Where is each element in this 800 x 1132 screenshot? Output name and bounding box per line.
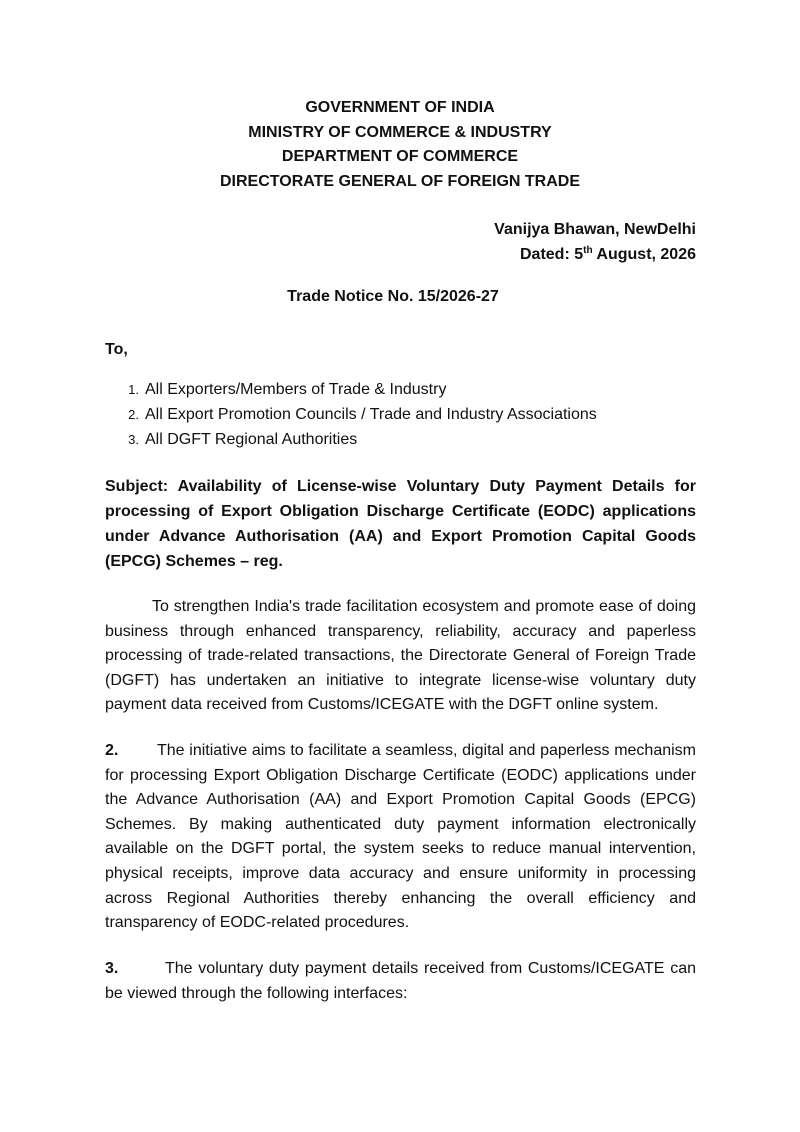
list-item-number: 3. (128, 432, 139, 447)
list-item-number: 1. (128, 382, 139, 397)
paragraph-number: 2. (105, 742, 119, 759)
paragraph-text: The voluntary duty payment details received from Customs/ICEGATE can be viewed through the following interfaces: (105, 960, 696, 1002)
list-item-text: All Exporters/Members of Trade & Industry (145, 381, 447, 398)
list-item-text: All Export Promotion Councils / Trade and Industry Associations (145, 406, 597, 423)
notice-number: Trade Notice No. 15/2026-27 (287, 288, 499, 305)
date-prefix: Dated: 5 (519, 246, 584, 263)
header-ministry: MINISTRY OF COMMERCE & INDUSTRY (248, 123, 552, 141)
date-rest: August, 2026 (592, 246, 696, 263)
paragraph-number: 3. (105, 960, 119, 977)
paragraph-text: The initiative aims to facilitate a seamless, digital and paperless mechanism for processing Export Obligation Discharge Certificate (EODC) applications under the Advance Authorisation (AA) and Export Promotion Capital Goods (EPCG) Schemes. By making authenticated duty payment information electronically available on the DGFT portal, the system seeks to reduce manual intervention, physical receipts, improve data accuracy and ensure uniformity in processing across Regional Authorities thereby enhancing the overall efficiency and transparency of EODC-related procedures. (105, 742, 696, 932)
list-item (105, 402, 597, 427)
date (494, 242, 696, 267)
list-item-number: 2. (128, 407, 139, 422)
header-government: GOVERNMENT OF INDIA (305, 99, 495, 116)
to-label: To, (105, 341, 128, 358)
place-and-date (494, 217, 696, 267)
list-item-text: All DGFT Regional Authorities (145, 431, 358, 448)
list-item (105, 377, 597, 402)
header-directorate: DIRECTORATE GENERAL OF FOREIGN TRADE (219, 172, 580, 190)
subject: Subject: Availability of License-wise Voluntary Duty Payment Details for processing of Export Obligation Discharge Certificate (EODC) applications under Advance Authorisation (AA) and Export Promotion Capital Goods (EPCG) Schemes – reg. (105, 478, 696, 570)
recipient-list (105, 377, 597, 452)
paragraph-3 (105, 957, 696, 1006)
date-suffix: th (583, 245, 593, 256)
paragraph-2 (105, 739, 696, 936)
place: Vanijya Bhawan, NewDelhi (494, 221, 696, 238)
paragraph-text: To strengthen India's trade facilitation ecosystem and promote ease of doing business through enhanced transparency, reliability, accuracy and paperless processing of trade-related transactions, the Directorate General of Foreign Trade (DGFT) has undertaken an initiative to integrate license-wise voluntary duty payment data received from Customs/ICEGATE with the DGFT online system. (105, 598, 696, 714)
letterhead (0, 96, 800, 194)
list-item (105, 427, 597, 452)
paragraph-1 (105, 595, 696, 718)
header-department: DEPARTMENT OF COMMERCE (281, 148, 519, 165)
